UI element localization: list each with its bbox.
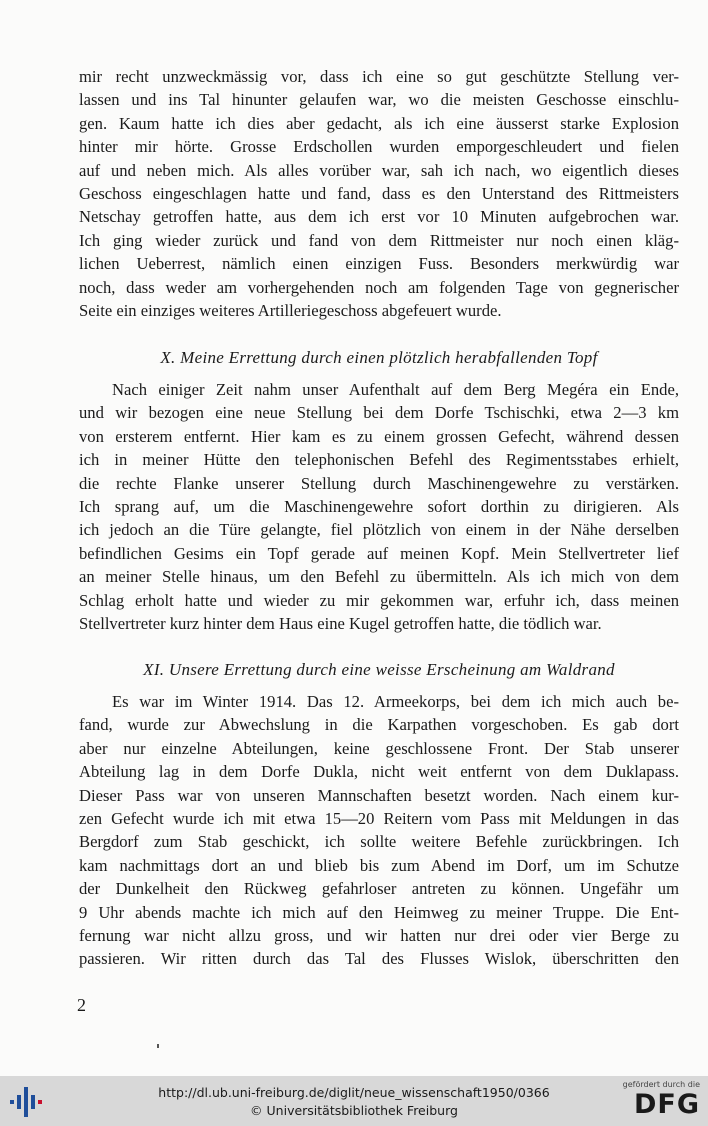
dfg-logo-icon: DFG xyxy=(633,1089,700,1120)
text-line: Es war im Winter 1914. Das 12. Armeekorps, bei dem ich mich auch be- xyxy=(112,692,679,711)
funding-caption: gefördert durch die xyxy=(622,1080,700,1089)
text-line: Nach einiger Zeit nahm unser Aufenthalt auf dem Berg Megéra ein Ende, xyxy=(112,380,679,399)
permalink-url[interactable]: http://dl.ub.uni-freiburg.de/diglit/neue_wissenschaft1950/0366 xyxy=(158,1085,550,1100)
text-line: Schlag erholt hatte und wieder zu mir gekommen war, erfuhr ich, dass meinen xyxy=(79,590,679,610)
page-number: 2 xyxy=(77,995,86,1015)
text-line: Stellvertreter kurz hinter dem Haus eine Kugel getroffen hatte, die tödlich war. xyxy=(79,613,602,633)
text-line: Geschoss eingeschlagen hatte und fand, dass es den Unterstand des Rittmeisters xyxy=(79,183,679,203)
paragraph-section-xi xyxy=(79,690,679,971)
text-line: die rechte Flanke unserer Stellung durch Maschinengewehre zu verstärken. xyxy=(79,473,679,493)
text-line: Abteilung lag in dem Dorfe Dukla, nicht weit entfernt von dem Duklapass. xyxy=(79,762,679,782)
text-line: passieren. Wir ritten durch das Tal des Flusses Wislok, überschritten den xyxy=(79,949,679,969)
text-line: an meiner Stelle hinaus, um den Befehl zu übermitteln. Als ich mich von dem xyxy=(79,567,679,587)
text-line: aber nur einzelne Abteilungen, keine geschlossene Front. Der Stab unserer xyxy=(79,738,679,758)
text-line: mir recht unzweckmässig vor, dass ich eine so gut geschützte Stellung ver- xyxy=(79,67,679,86)
section-heading-xi: XI. Unsere Errettung durch eine weisse Erscheinung am Waldrand xyxy=(143,660,615,679)
text-line: fernung war nicht allzu gross, und wir hatten nur drei oder vier Berge zu xyxy=(79,925,679,945)
text-line: und wir bezogen eine neue Stellung bei dem Dorfe Tschischki, etwa 2—3 km xyxy=(79,403,679,423)
text-line: von ersterem entfernt. Hier kam es zu einem grossen Gefecht, während dessen xyxy=(79,426,679,446)
text-line: ich jedoch an die Türe gelangte, fiel plötzlich von einem in der Nähe derselben xyxy=(79,520,679,540)
text-line: Seite ein einziges weiteres Artilleriegeschoss abgefeuert wurde. xyxy=(79,300,502,320)
text-line: befindlichen Gesims ein Topf gerade auf meinen Kopf. Mein Stellvertreter lief xyxy=(79,543,679,563)
text-line: Dieser Pass war von unseren Mannschaften besetzt worden. Nach einem kur- xyxy=(79,785,679,805)
text-line: auf und neben mich. Als alles vorüber war, sah ich nach, wo eigentlich dieses xyxy=(79,160,679,180)
footer-bar xyxy=(0,1076,708,1126)
section-heading-x: X. Meine Errettung durch einen plötzlich herabfallenden Topf xyxy=(160,348,598,367)
text-line: zen Gefecht wurde ich mit etwa 15—20 Reitern vom Pass mit Meldungen in das xyxy=(79,808,679,828)
paragraph-section-x xyxy=(79,378,679,635)
text-line: Ich sprang auf, um die Maschinengewehre sofort dorthin zu dirigieren. Als xyxy=(79,496,679,516)
text-line: Netschay getroffen hatte, aus dem ich erst vor 10 Minuten aufgebrochen war. xyxy=(79,207,679,227)
text-line: Bergdorf zum Stab geschickt, ich sollte weitere Befehle zurückbringen. Ich xyxy=(79,832,679,852)
text-line: hinter mir hörte. Grosse Erdschollen wurden emporgeschleudert und fielen xyxy=(79,137,679,157)
text-line: lichen Ueberrest, nämlich einen einzigen Fuss. Besonders merkwürdig war xyxy=(79,254,679,274)
text-line: ich in meiner Hütte den telephonischen Befehl des Regimentsstabes erhielt, xyxy=(79,450,679,470)
text-line: der Dunkelheit den Rückweg gefahrloser antreten zu können. Ungefähr um xyxy=(79,879,679,899)
scan-speck xyxy=(157,1044,159,1048)
text-line: 9 Uhr abends machte ich mich auf den Heimweg zu meiner Truppe. Die Ent- xyxy=(79,902,679,922)
paragraph-continuation xyxy=(79,65,679,322)
text-line: kam nachmittags dort an und blieb bis zum Abend im Dorf, um im Schutze xyxy=(79,855,679,875)
text-line: lassen und ins Tal hinunter gelaufen war, wo die meisten Geschosse einschlu- xyxy=(79,90,679,110)
text-line: gen. Kaum hatte ich dies aber gedacht, als ich eine äusserst starke Explosion xyxy=(79,113,679,133)
text-line: fand, wurde zur Abwechslung in die Karpathen vorgeschoben. Es gab dort xyxy=(79,715,679,735)
copyright-notice: © Universitätsbibliothek Freiburg xyxy=(250,1103,458,1118)
text-line: Ich ging wieder zurück und fand von dem Rittmeister nur noch einen kläg- xyxy=(79,230,679,250)
text-line: noch, dass weder am vorhergehenden noch am folgenden Tage von gegnerischer xyxy=(79,277,679,297)
dfg-funding-logo xyxy=(614,1080,700,1122)
